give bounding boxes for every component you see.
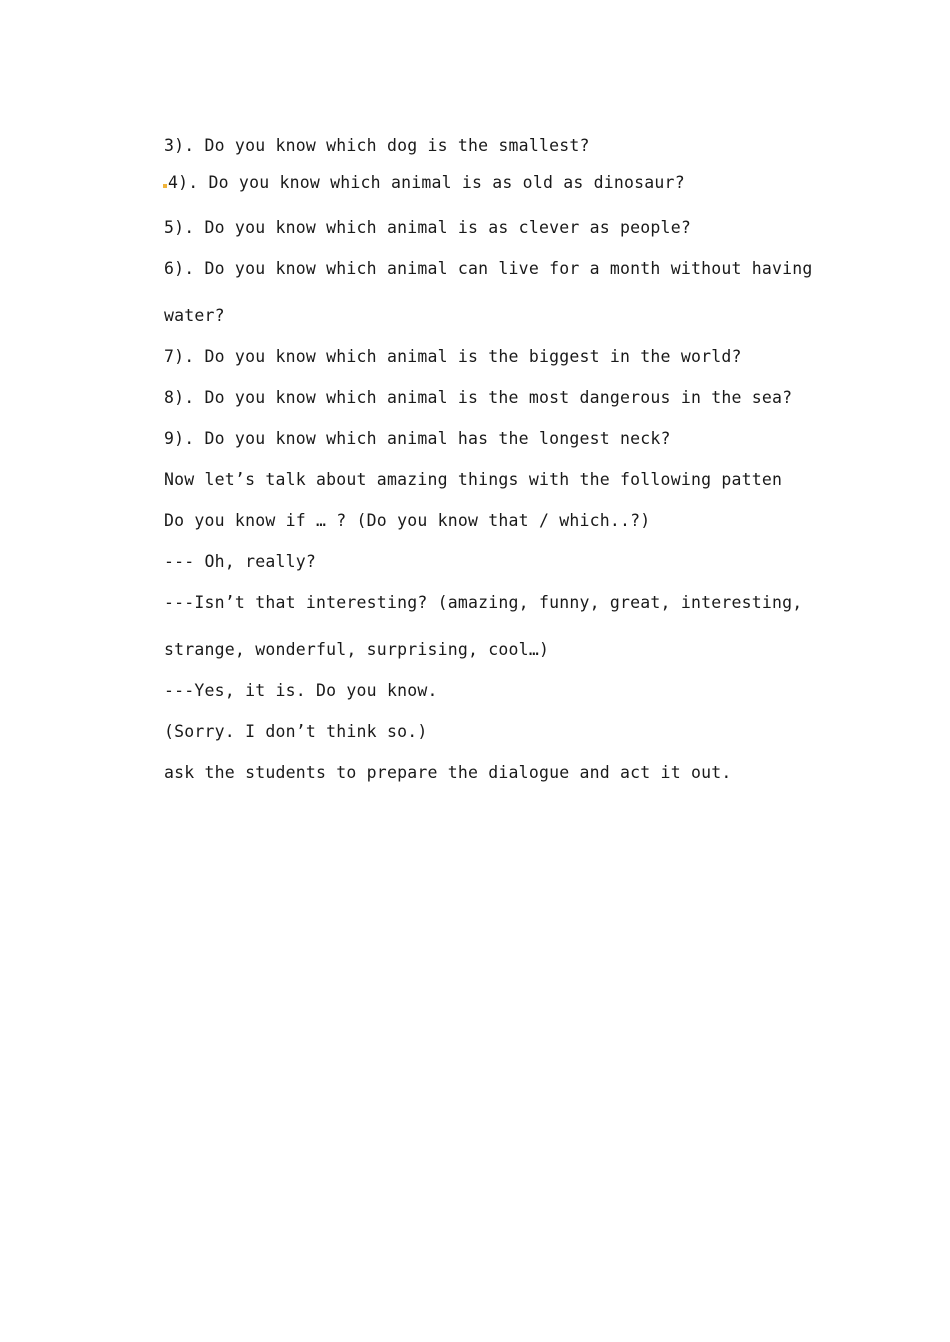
question-3: 3). Do you know which dog is the smallest? [164,136,590,155]
instruction-pattern: Now let’s talk about amazing things with the following patten [164,470,783,489]
closing-instruction: ask the students to prepare the dialogue and act it out. [164,763,732,782]
question-4 [162,173,685,193]
dialogue-reply-3: ---Yes, it is. Do you know. [164,681,438,700]
question-6-continued: water? [164,306,225,325]
dialogue-reply-4: (Sorry. I don’t think so.) [164,722,428,741]
question-9: 9). Do you know which animal has the longest neck? [164,429,671,448]
question-8: 8). Do you know which animal is the most dangerous in the sea? [164,388,793,407]
question-5: 5). Do you know which animal is as clever as people? [164,218,691,237]
question-7: 7). Do you know which animal is the biggest in the world? [164,347,742,366]
dialogue-reply-2-continued: strange, wonderful, surprising, cool…) [164,640,550,659]
pattern-question: Do you know if … ? (Do you know that / which..?) [164,511,651,530]
dialogue-reply-2: ---Isn’t that interesting? (amazing, funny, great, interesting, [164,593,803,612]
question-4-text: 4). Do you know which animal is as old as dinosaur? [168,173,685,192]
dialogue-reply-1: --- Oh, really? [164,552,317,571]
edit-mark [163,184,167,188]
question-6: 6). Do you know which animal can live for a month without having [164,259,813,278]
